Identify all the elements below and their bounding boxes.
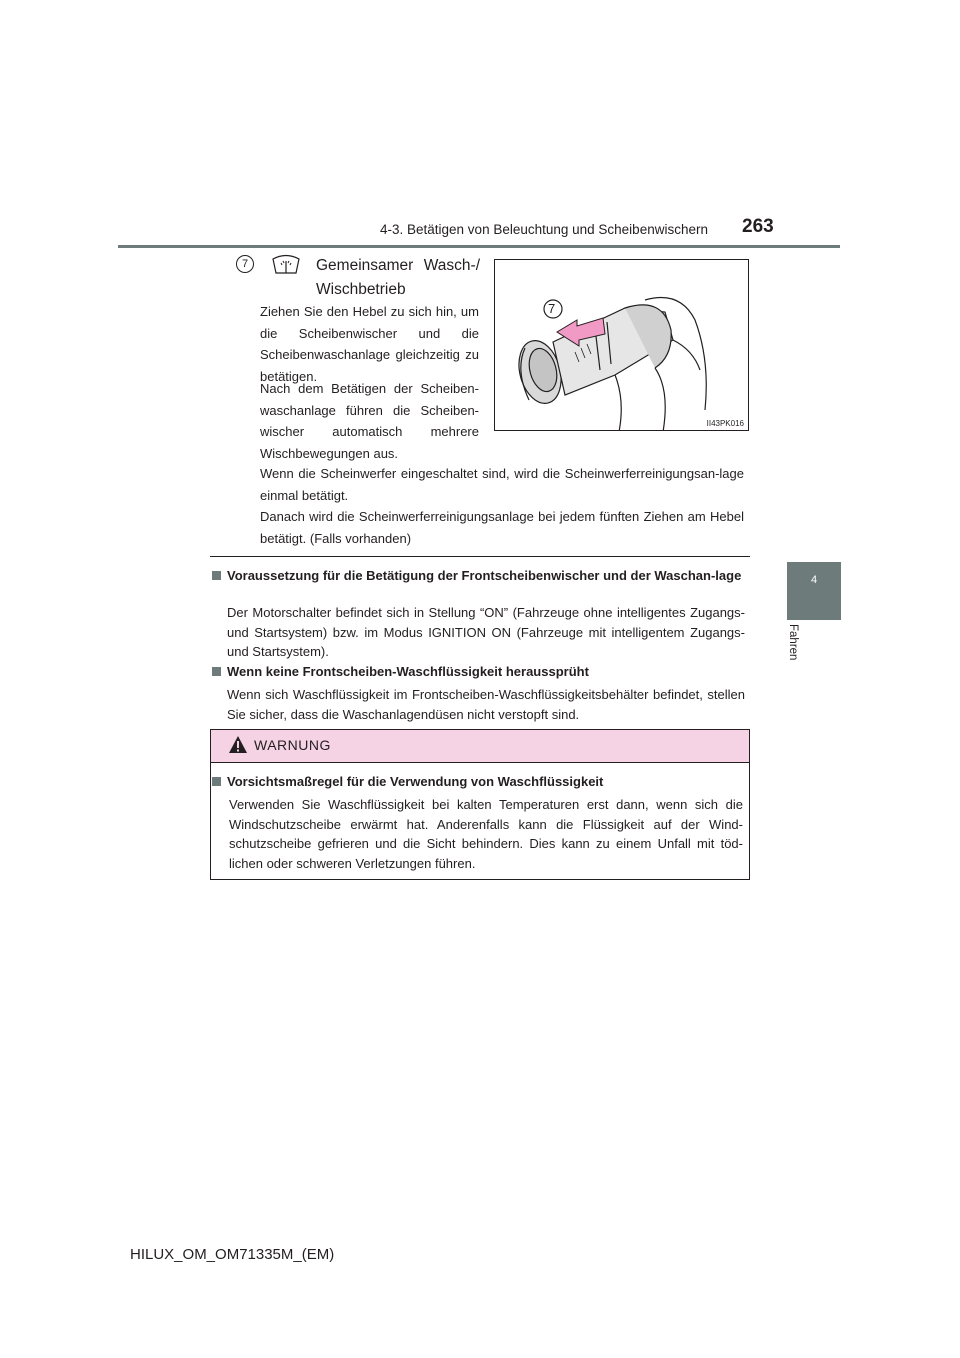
feature-paragraph: Nach dem Betätigen der Scheiben-waschanlage führen die Scheiben-wischer automatisch mehrere Wischbewegungen aus.	[260, 381, 479, 461]
warning-label: WARNUNG	[254, 737, 331, 753]
feature-note	[260, 463, 744, 549]
chapter-number: 4	[810, 574, 818, 586]
square-bullet-icon	[212, 777, 221, 786]
square-bullet-icon	[212, 667, 221, 676]
step-number-badge: 7	[236, 255, 254, 273]
feature-paragraph: Ziehen Sie den Hebel zu sich hin, um die Scheibenwischer und die Scheibenwaschanlage gleichzeitig zu betätigen.	[260, 304, 479, 384]
figure-callout-number: 7	[548, 301, 556, 316]
feature-note-line: Wenn die Scheinwerfer eingeschaltet sind, wird die Scheinwerferreinigungsan-lage einmal betätigt.	[260, 466, 744, 503]
document-id: HILUX_OM_OM71335M_(EM)	[130, 1246, 335, 1263]
section-title-text: Wenn keine Frontscheiben-Waschflüssigkeit heraussprüht	[227, 664, 589, 679]
section-title-text: Voraussetzung für die Betätigung der Frontscheibenwischer und der Waschan-lage	[227, 568, 742, 583]
header-divider	[118, 245, 840, 248]
section-body: Der Motorschalter befindet sich in Stellung “ON” (Fahrzeuge ohne intelligentes Zugangs- und Startsystem) bzw. im Modus IGNITION ON (Fahrzeuge mit intelligentem Zugangs- und Startsystem).	[227, 605, 745, 659]
square-bullet-icon	[212, 571, 221, 580]
chapter-label-container	[781, 624, 801, 684]
feature-title-line1: Gemeinsamer Wasch-/	[316, 257, 480, 274]
warning-body: Verwenden Sie Waschflüssigkeit bei kalten Temperaturen erst dann, wenn sich die Windschutzscheibe erwärmt hat. Anderenfalls kann die Flüssigkeit auf der Wind-schutzscheibe gefrieren und die Sicht behindern. Dies kann zu einem Unfall mit töd-lichen oder schweren Verletzungen führen.	[229, 797, 743, 871]
section-title	[212, 566, 747, 585]
page-number: 263	[742, 216, 774, 237]
section-body: Wenn sich Waschflüssigkeit im Frontscheiben-Waschflüssigkeitsbehälter befindet, stellen Sie sicher, dass die Waschanlagendüsen nicht verstopft sind.	[227, 687, 745, 722]
header-section-title: 4-3. Betätigen von Beleuchtung und Scheibenwischern	[380, 222, 708, 237]
lever-hand-drawing	[495, 260, 749, 431]
section-title	[212, 662, 747, 681]
warning-title	[212, 772, 747, 791]
figure-code: II43PK016	[706, 419, 744, 428]
wiper-lever-illustration	[494, 259, 749, 431]
feature-note-line: Danach wird die Scheinwerferreinigungsanlage bei jedem fünften Ziehen am Hebel betätigt. (Falls vorhanden)	[260, 509, 744, 546]
warning-title-text: Vorsichtsmaßregel für die Verwendung von Waschflüssigkeit	[227, 774, 604, 789]
warning-triangle-icon	[228, 735, 248, 754]
feature-title-line2: Wischbetrieb	[316, 281, 406, 298]
washer-wiper-icon	[270, 253, 302, 279]
feature-title	[316, 254, 480, 302]
chapter-label: Fahren	[787, 624, 799, 661]
section-divider	[210, 556, 750, 557]
chapter-tab	[787, 562, 841, 620]
